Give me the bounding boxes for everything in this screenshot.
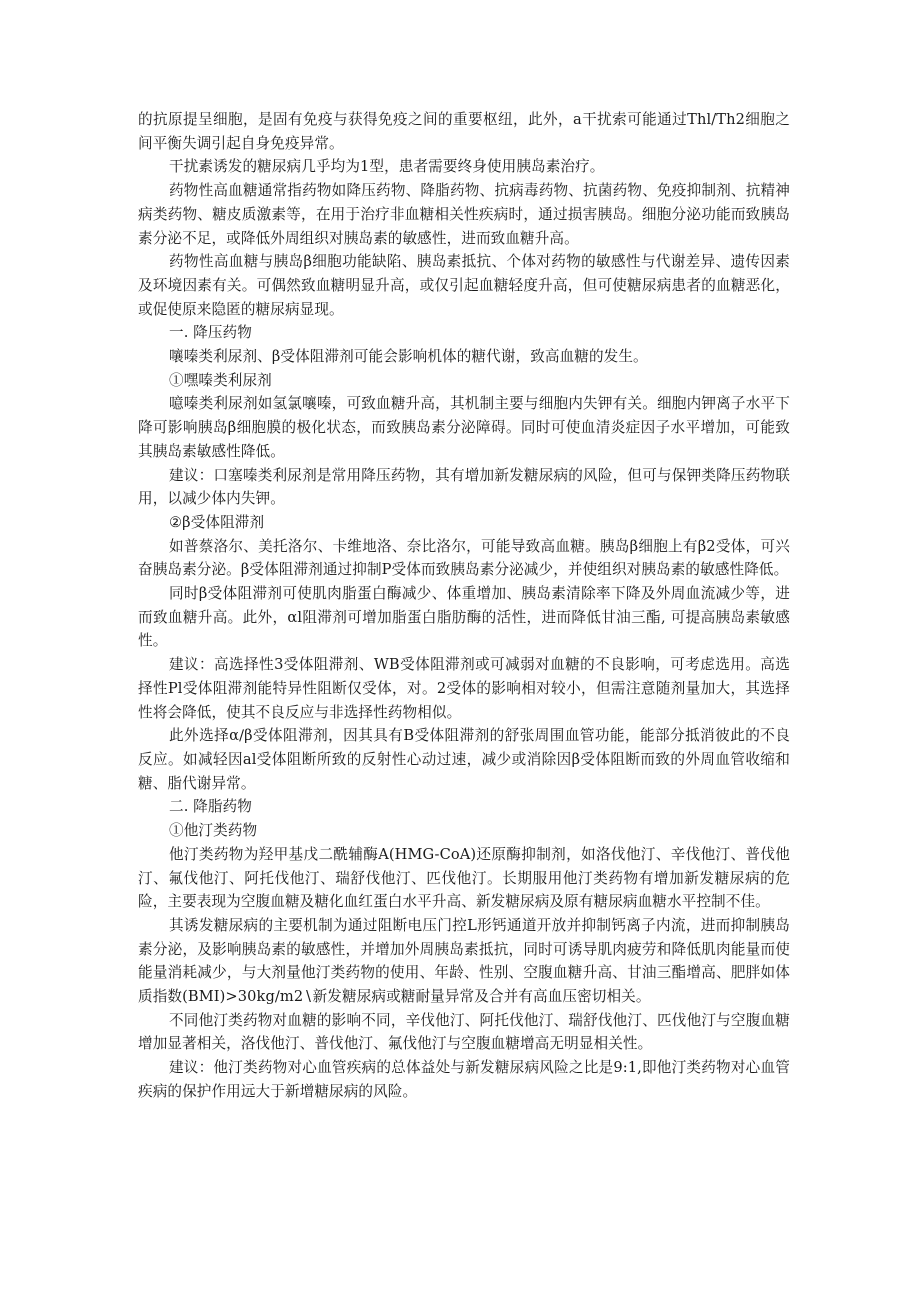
paragraph-2: 干扰素诱发的糖尿病几乎均为1型，患者需要终身使用胰岛素治疗。 bbox=[169, 158, 605, 176]
section-heading-antihypertensive: 一. 降压药物 bbox=[169, 324, 252, 342]
paragraph-11: 如普蔡洛尔、美托洛尔、卡维地洛、奈比洛尔，可能导致高血糖。胰岛β细胞上有β2受体，可兴奋胰岛素分泌。β受体阻滞剂通过抑制P受体而致胰岛素分泌减少，并使组织对胰岛素的敏感性降低。 bbox=[138, 537, 790, 579]
paragraph-4: 药物性高血糖与胰岛β细胞功能缺陷、胰岛素抵抗、个体对药物的敏感性与代谢差异、遗传因素及环境因素有关。可偶然致血糖明显升高，或仅引起血糖轻度升高，但可使糖尿病患者的血糖恶化，或促使原来隐匿的糖尿病显现。 bbox=[138, 253, 790, 318]
paragraph-12: 同时β受体阻滞剂可使肌肉脂蛋白酶减少、体重增加、胰岛素清除率下降及外周血流减少等，进而致血糖升高。此外，αl阻滞剂可增加脂蛋白脂肪酶的活性，进而降低甘油三酯, 可提高胰岛素敏感性。 bbox=[138, 585, 790, 650]
paragraph-6: 嚷嗪类利尿剂、β受体阻滞剂可能会影响机体的糖代谢，致高血糖的发生。 bbox=[169, 348, 648, 366]
paragraph-13: 建议：高选择性3受体阻滞剂、WB受体阻滞剂或可减弱对血糖的不良影响，可考虑选用。高选择性Pl受体阻滞剂能特异性阻断仅受体，对。2受体的影响相对较小，但需注意随剂量加大，其选择性将会降低，使其不良反应与非选择性药物相似。 bbox=[138, 656, 790, 721]
paragraph-17: 他汀类药物为羟甲基戊二酰辅酶A(HMG-CoA)还原酶抑制剂，如洛伐他汀、辛伐他汀、普伐他汀、氟伐他汀、阿托伐他汀、瑞舒伐他汀、匹伐他汀。长期服用他汀类药物有增加新发糖尿病的危险，主要表现为空腹血糖及糖化血红蛋白水平升高、新发糖尿病及原有糖尿病血糖水平控制不佳。 bbox=[138, 845, 790, 911]
paragraph-14: 此外选择α∕β受体阻滞剂，因其具有B受体阻滞剂的舒张周围血管功能，能部分抵消彼此的不良反应。如减轻因al受体阻断所致的反射性心动过速，减少或消除因β受体阻断而致的外周血管收缩和糖、脂代谢异常。 bbox=[138, 727, 790, 792]
document-body bbox=[138, 108, 790, 1104]
paragraph-20: 建议：他汀类药物对心血管疾病的总体益处与新发糖尿病风险之比是9:1,即他汀类药物对心血管疾病的保护作用远大于新增糖尿病的风险。 bbox=[138, 1059, 790, 1100]
paragraph-8: 噫嗪类利尿剂如氢氯嚷嗪，可致血糖升高，其机制主要与细胞内失钾有关。细胞内钾离子水平下降可影响胰岛β细胞膜的极化状态，而致胰岛素分泌障碍。同时可使血清炎症因子水平增加，可能致其胰岛素敏感性降低。 bbox=[138, 395, 790, 460]
subheading-thiazide: ①嘿嗪类利尿剂 bbox=[169, 371, 272, 389]
paragraph-1: 的抗原提呈细胞，是固有免疫与获得免疫之间的重要枢纽，此外，a干扰索可能通过Thl/Th2细胞之间平衡失调引起自身免疫异常。 bbox=[138, 111, 790, 152]
paragraph-9: 建议：口塞嗪类利尿剂是常用降压药物，其有增加新发糖尿病的风险，但可与保钾类降压药物联用，以减少体内失钾。 bbox=[138, 466, 790, 508]
paragraph-18: 其诱发糖尿病的主要机制为通过阻断电压门控L形钙通道开放并抑制钙离子内流，进而抑制胰岛素分泌，及影响胰岛素的敏感性，并增加外周胰岛素抵抗，同时可诱导肌肉疲劳和降低肌肉能量而使能量消耗减少，与大剂量他汀类药物的使用、年龄、性别、空腹血糖升高、甘油三酯增高、肥胖如体质指数(BMI)>30kg∕m2∖新发糖尿病或糖耐量异常及合并有高血压密切相关。 bbox=[138, 916, 790, 1006]
paragraph-3: 药物性高血糖通常指药物如降压药物、降脂药物、抗病毒药物、抗菌药物、免疫抑制剂、抗精神病类药物、糖皮质激素等，在用于治疗非血糖相关性疾病时，通过损害胰岛。细胞分泌功能而致胰岛素分泌不足，或降低外周组织对胰岛素的敏感性，进而致血糖升高。 bbox=[138, 182, 790, 247]
subheading-statin: ①他汀类药物 bbox=[169, 822, 258, 840]
paragraph-19: 不同他汀类药物对血糖的影响不同，辛伐他汀、阿托伐他汀、瑞舒伐他汀、匹伐他汀与空腹血糖增加显著相关，洛伐他汀、普伐他汀、氟伐他汀与空腹血糖增高无明显相关性。 bbox=[138, 1011, 790, 1053]
section-heading-lipid-lowering: 二. 降脂药物 bbox=[169, 798, 252, 816]
subheading-beta-blocker: ②β受体阻滞剂 bbox=[169, 513, 265, 531]
